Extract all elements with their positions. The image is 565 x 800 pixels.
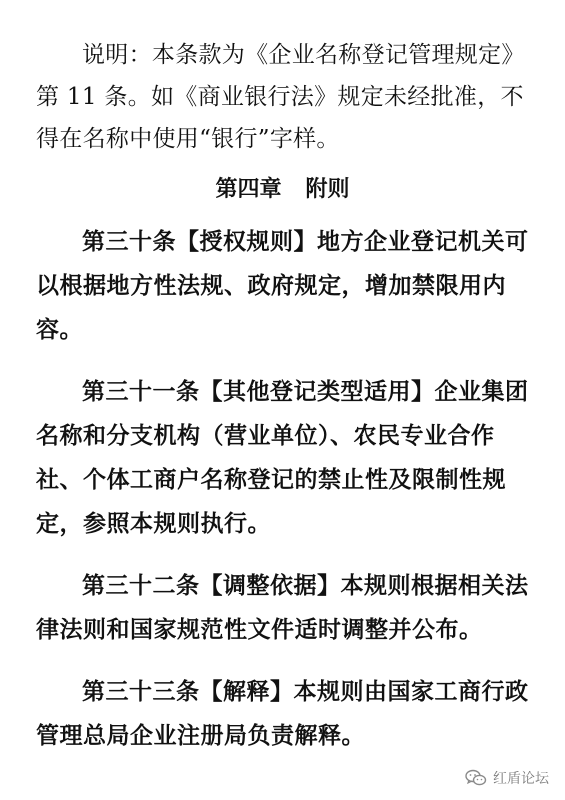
wechat-icon	[465, 769, 487, 787]
watermark	[465, 768, 549, 788]
chapter-heading	[36, 170, 529, 210]
article-33: 第三十三条【解释】本规则由国家工商行政管理总局企业注册局负责解释。	[36, 679, 529, 749]
article-32: 第三十二条【调整依据】本规则根据相关法律法则和国家规范性文件适时调整并公布。	[36, 573, 529, 643]
explanatory-note: 说明：本条款为《企业名称登记管理规定》第 11 条。如《商业银行法》规定未经批准，不得在名称中使用“银行”字样。	[36, 42, 525, 152]
article-30: 第三十条【授权规则】地方企业登记机关可以根据地方性法规、政府规定，增加禁限用内容。	[36, 229, 529, 343]
watermark-label: 红盾论坛	[493, 771, 549, 787]
chapter-title: 附则	[305, 177, 350, 202]
article-31: 第三十一条【其他登记类型适用】企业集团名称和分支机构（营业单位）、农民专业合作社、个体工商户名称登记的禁止性及限制性规定，参照本规则执行。	[36, 379, 529, 537]
chapter-number: 第四章	[215, 177, 282, 202]
